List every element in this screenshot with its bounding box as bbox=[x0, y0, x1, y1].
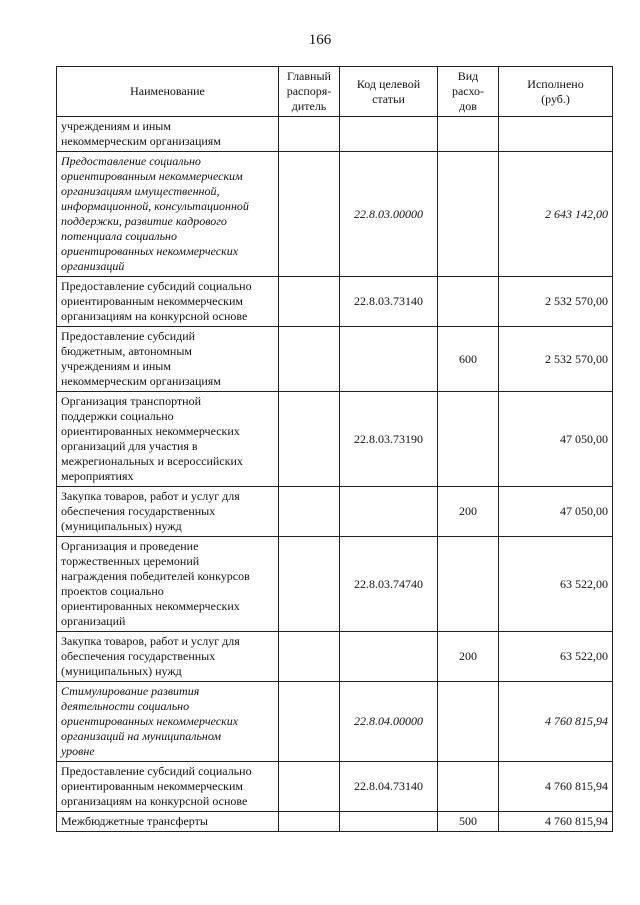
cell-name: Предоставление субсидий социально ориентированным некоммерческим организациям на конкурсной основе bbox=[57, 762, 279, 812]
cell-target-code: 22.8.04.73140 bbox=[340, 762, 438, 812]
table-row bbox=[57, 632, 613, 682]
cell-executed: 2 532 570,00 bbox=[499, 327, 613, 392]
cell-target-code: 22.8.04.00000 bbox=[340, 682, 438, 762]
table-header-row bbox=[57, 67, 613, 117]
cell-executed bbox=[499, 117, 613, 152]
cell-main-manager bbox=[279, 487, 340, 537]
table-row bbox=[57, 537, 613, 632]
cell-name: Закупка товаров, работ и услуг для обеспечения государственных (муниципальных) нужд bbox=[57, 487, 279, 537]
cell-name: Организация и проведение торжественных церемоний награждения победителей конкурсов проектов социально ориентированных некоммерческих организаций bbox=[57, 537, 279, 632]
cell-executed: 2 643 142,00 bbox=[499, 152, 613, 277]
cell-main-manager bbox=[279, 152, 340, 277]
header-target-code: Код целевой статьи bbox=[340, 67, 438, 117]
cell-executed: 2 532 570,00 bbox=[499, 277, 613, 327]
cell-name: Межбюджетные трансферты bbox=[57, 812, 279, 832]
table-row bbox=[57, 762, 613, 812]
cell-executed: 47 050,00 bbox=[499, 487, 613, 537]
cell-target-code: 22.8.03.73140 bbox=[340, 277, 438, 327]
table-row bbox=[57, 152, 613, 277]
table-row bbox=[57, 277, 613, 327]
cell-main-manager bbox=[279, 632, 340, 682]
budget-execution-table bbox=[56, 66, 613, 832]
table-row bbox=[57, 327, 613, 392]
cell-expense-type bbox=[438, 762, 499, 812]
cell-name: Закупка товаров, работ и услуг для обеспечения государственных (муниципальных) нужд bbox=[57, 632, 279, 682]
cell-expense-type bbox=[438, 117, 499, 152]
cell-expense-type: 500 bbox=[438, 812, 499, 832]
header-expense-type: Вид расхо- дов bbox=[438, 67, 499, 117]
cell-executed: 47 050,00 bbox=[499, 392, 613, 487]
cell-expense-type: 600 bbox=[438, 327, 499, 392]
header-executed: Исполнено (руб.) bbox=[499, 67, 613, 117]
cell-target-code bbox=[340, 327, 438, 392]
cell-target-code: 22.8.03.73190 bbox=[340, 392, 438, 487]
cell-name: Предоставление субсидий бюджетным, автономным учреждениям и иным некоммерческим организациям bbox=[57, 327, 279, 392]
table-body bbox=[57, 117, 613, 832]
cell-executed: 63 522,00 bbox=[499, 537, 613, 632]
cell-target-code bbox=[340, 632, 438, 682]
header-main-manager: Главный распоря- дитель bbox=[279, 67, 340, 117]
cell-main-manager bbox=[279, 682, 340, 762]
cell-name: Организация транспортной поддержки социально ориентированных некоммерческих организаций для участия в межрегиональных и всероссийских мероприятиях bbox=[57, 392, 279, 487]
table-row bbox=[57, 392, 613, 487]
cell-name: Предоставление субсидий социально ориентированным некоммерческим организациям на конкурсной основе bbox=[57, 277, 279, 327]
cell-main-manager bbox=[279, 277, 340, 327]
cell-expense-type bbox=[438, 392, 499, 487]
table-row bbox=[57, 487, 613, 537]
cell-main-manager bbox=[279, 812, 340, 832]
cell-expense-type bbox=[438, 277, 499, 327]
cell-main-manager bbox=[279, 762, 340, 812]
table-row bbox=[57, 117, 613, 152]
cell-main-manager bbox=[279, 117, 340, 152]
cell-executed: 4 760 815,94 bbox=[499, 682, 613, 762]
header-name: Наименование bbox=[57, 67, 279, 117]
page-number: 166 bbox=[308, 32, 332, 48]
cell-target-code: 22.8.03.00000 bbox=[340, 152, 438, 277]
cell-main-manager bbox=[279, 537, 340, 632]
cell-target-code: 22.8.03.74740 bbox=[340, 537, 438, 632]
cell-expense-type bbox=[438, 152, 499, 277]
cell-target-code bbox=[340, 812, 438, 832]
cell-executed: 4 760 815,94 bbox=[499, 812, 613, 832]
cell-name: учреждениям и иным некоммерческим организациям bbox=[57, 117, 279, 152]
cell-expense-type: 200 bbox=[438, 487, 499, 537]
cell-executed: 63 522,00 bbox=[499, 632, 613, 682]
cell-expense-type bbox=[438, 537, 499, 632]
cell-name: Стимулирование развития деятельности социально ориентированных некоммерческих организаций на муниципальном уровне bbox=[57, 682, 279, 762]
table-row bbox=[57, 682, 613, 762]
cell-main-manager bbox=[279, 392, 340, 487]
cell-expense-type bbox=[438, 682, 499, 762]
table-row bbox=[57, 812, 613, 832]
cell-main-manager bbox=[279, 327, 340, 392]
cell-target-code bbox=[340, 487, 438, 537]
cell-name: Предоставление социально ориентированным некоммерческим организациям имущественной, информационной, консультационной поддержки, развитие кадрового потенциала социально ориентированных некоммерческих организаций bbox=[57, 152, 279, 277]
cell-target-code bbox=[340, 117, 438, 152]
cell-expense-type: 200 bbox=[438, 632, 499, 682]
cell-executed: 4 760 815,94 bbox=[499, 762, 613, 812]
